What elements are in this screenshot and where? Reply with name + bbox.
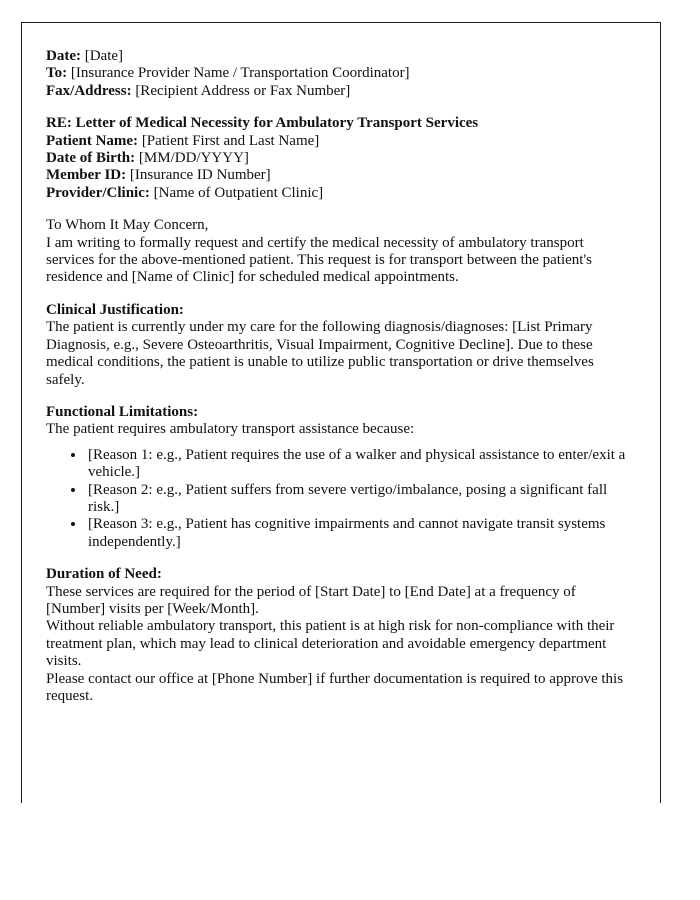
list-item: • [Reason 3: e.g., Patient has cognitive impairments and cannot navigate transit systems independently.]	[86, 516, 626, 551]
subject-field-member-id-label: Member ID:	[46, 167, 127, 184]
functional-limitations-section	[46, 404, 626, 551]
subject-field-patient-name-label: Patient Name:	[46, 132, 139, 149]
subject-field-provider-clinic-value: [Name of Outpatient Clinic]	[153, 184, 324, 201]
duration-of-need-section	[46, 566, 626, 618]
header-field-to-value: [Insurance Provider Name / Transportation Coordinator]	[70, 65, 410, 82]
subject-field-provider-clinic	[46, 185, 626, 202]
subject-line-re-value: Letter of Medical Necessity for Ambulatory Transport Services	[75, 115, 479, 132]
subject-field-date-of-birth-label: Date of Birth:	[46, 150, 136, 167]
subject-field-provider-clinic-label: Provider/Clinic:	[46, 184, 150, 201]
functional-limitations-intro: The patient requires ambulatory transport assistance because:	[46, 421, 415, 438]
list-item: • [Reason 1: e.g., Patient requires the use of a walker and physical assistance to enter/exit a vehicle.]	[86, 447, 626, 482]
duration-of-need-heading: Duration of Need:	[46, 566, 162, 583]
closing-paragraph: Please contact our office at [Phone Number] if further documentation is required to approve this request.	[46, 670, 624, 704]
subject-field-member-id	[46, 167, 626, 184]
clinical-justification-section	[46, 302, 626, 389]
document-body	[46, 48, 626, 705]
header-field-fax-address	[46, 83, 626, 100]
subject-line-re-label: RE:	[46, 115, 72, 132]
opening-paragraph: I am writing to formally request and certify the medical necessity of ambulatory transport services for the above-mentioned patient. This request is for transport between the patient's residence and [Name of Clinic] for scheduled medical appointments.	[46, 234, 593, 286]
header-field-fax-address-value: [Recipient Address or Fax Number]	[135, 82, 351, 99]
header-field-date-label: Date:	[46, 48, 81, 64]
duration-of-need-body: These services are required for the period of [Start Date] to [End Date] at a frequency of [Number] visits per [Week/Month].	[46, 583, 576, 617]
risk-paragraph: Without reliable ambulatory transport, this patient is at high risk for non-compliance with their treatment plan, which may lead to clinical deterioration and avoidable emergency department visits.	[46, 618, 615, 670]
subject-field-date-of-birth-value: [MM/DD/YYYY]	[138, 150, 249, 167]
header-field-date-value: [Date]	[84, 48, 124, 64]
functional-limitations-reason-list	[46, 447, 626, 551]
subject-line-re	[46, 115, 626, 132]
subject-field-member-id-value: [Insurance ID Number]	[129, 167, 271, 184]
header-field-to-label: To:	[46, 65, 68, 82]
list-item: • [Reason 2: e.g., Patient suffers from severe vertigo/imbalance, posing a significant fall risk.]	[86, 482, 626, 517]
clinical-justification-heading: Clinical Justification:	[46, 301, 184, 318]
clinical-justification-body: The patient is currently under my care for the following diagnosis/diagnoses: [List Primary Diagnosis, e.g., Severe Osteoarthritis, Visual Impairment, Cognitive Decline]. Due to these medical conditions, the patient is unable to utilize public transportation or drive themselves safely.	[46, 319, 594, 388]
header-field-date	[46, 48, 626, 65]
subject-field-patient-name-value: [Patient First and Last Name]	[141, 132, 320, 149]
header-field-group	[46, 48, 626, 100]
subject-field-patient-name	[46, 133, 626, 150]
subject-field-group	[46, 115, 626, 202]
header-field-to	[46, 65, 626, 82]
functional-limitations-heading: Functional Limitations:	[46, 403, 199, 420]
header-field-fax-address-label: Fax/Address:	[46, 82, 132, 99]
subject-field-date-of-birth	[46, 150, 626, 167]
salutation: To Whom It May Concern,	[46, 217, 209, 234]
